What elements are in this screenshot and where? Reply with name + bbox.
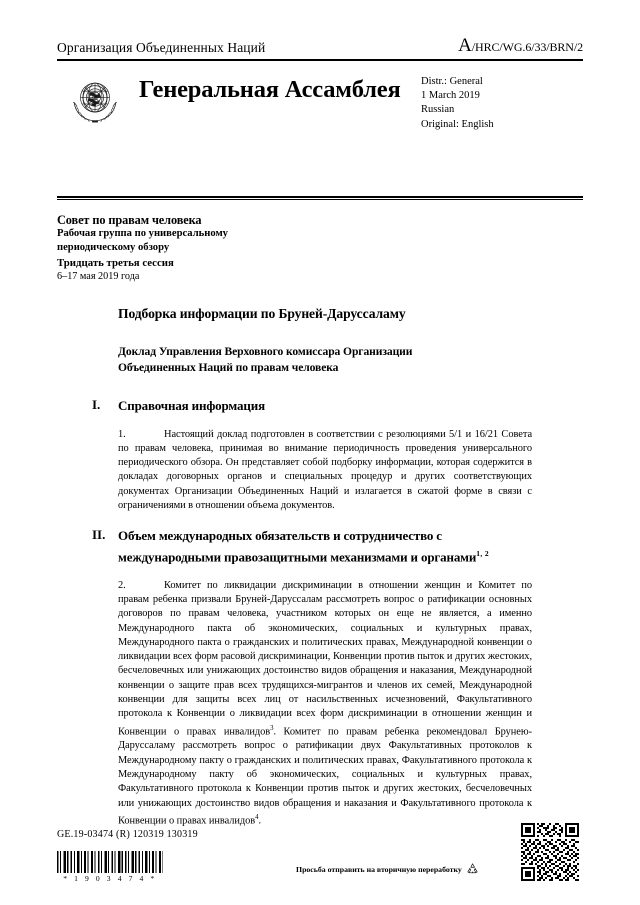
recycle-icon [465, 862, 480, 876]
masthead [57, 36, 583, 144]
section-heading-1 [92, 397, 532, 415]
barcode-label: * 1 9 0 3 4 7 4 * [63, 874, 157, 883]
page-title: Подборка информации по Бруней-Даруссаламу [118, 306, 406, 321]
distribution-block [421, 75, 494, 132]
section-title-2-footnote-ref: 1, 2 [476, 548, 490, 558]
distribution-type: Distr.: General [421, 76, 483, 87]
section-title-1: Справочная информация [118, 398, 265, 413]
document-subtitle-line-1: Доклад Управления Верховного комиссара Организации [118, 345, 413, 358]
masthead-rule [57, 59, 583, 61]
qr-code-icon [521, 823, 579, 881]
recycle-note-text: Просьба отправить на вторичную переработку [296, 864, 462, 874]
masthead-bottom-rules [57, 196, 583, 200]
barcode-icon [57, 851, 163, 883]
document-symbol [458, 36, 583, 56]
document-subtitle [118, 344, 532, 375]
council-name: Совет по правам человека [57, 213, 202, 227]
barcode-bars [57, 851, 163, 873]
section-number-1: I. [92, 397, 101, 412]
session-info [57, 213, 377, 284]
document-language: Russian [421, 104, 455, 116]
paragraph-number-2: 2. [118, 579, 126, 591]
masthead-body-row [57, 70, 583, 144]
document-symbol-prefix: A [458, 35, 472, 56]
document-date: 1 March 2019 [421, 90, 480, 102]
session-number: Тридцать третья сессия [57, 256, 174, 269]
paragraph-text-2-part-3: . [258, 815, 262, 827]
document-subtitle-line-2: Объединенных Наций по правам человека [118, 360, 339, 374]
rule-thin [57, 199, 583, 200]
paragraph-number-1: 1. [118, 428, 126, 440]
document-content [92, 305, 532, 843]
paragraph-text-2-part-2: . Комитет по правам ребенка рекомендовал Брунею-Даруссаламу рассмотреть вопрос о ратификации двух Факультативных протоколов к Международному пакту о гражданских и политических правах, Факультативного протокола к Международному пакту об экономических, социальных и культурных правах, Факультативного протокола к Конвенции против пыток и других жестоких, бесчеловечных или унижающих достоинство видов обращения и наказания и Факультативного протокола к Конвенции о правах инвалидов [118, 726, 532, 827]
paragraph-text-2-part-1: Комитет по ликвидации дискриминации в отношении женщин и Комитет по правам ребенка призвали Бруней-Даруссалам рассмотреть вопрос о ратификации основных договоров по правам человека, участником которых он еще не является, а именно Международного пакта об экономических, социальных и культурных правах, Международного пакта о гражданских и политических правах, Международной конвенции о ликвидации всех форм расовой дискриминации, Конвенции против пыток и других жестоких, бесчеловечных или унижающих достоинство видов обращения и наказания, Международной конвенции о защите прав всех трудящихся-мигрантов и членов их семей, Международной конвенции для защиты всех лиц от насильственных исчезновений, Факультативного протокола к Конвенции о ликвидации всех форм дискриминации в отношении женщин и Конвенции о правах инвалидов [118, 579, 532, 738]
section-heading-2 [92, 527, 532, 565]
paragraph-2 [118, 579, 532, 829]
recycle-note [296, 862, 480, 876]
un-emblem-icon [65, 72, 125, 130]
paragraph-text-1: Настоящий доклад подготовлен в соответствии с резолюциями 5/1 и 16/21 Совета по правам человека, принимая во внимание периодичность проведения универсального периодического обзора. Он представляет собой подборку информации, которая содержится в докладах договорных органов и специальных процедур и других соответствующих документах Организации Объединенных Наций и излагается в сжатой форме в связи с ограничениями в отношении объема документов. [118, 428, 532, 511]
assembly-title: Генеральная Ассамблея [139, 76, 401, 103]
document-original-language: Original: English [421, 118, 494, 130]
rule-thick [57, 196, 583, 198]
paragraph-1 [118, 428, 532, 514]
section-title-2 [118, 527, 532, 565]
section-title-2-text: Объем международных обязательств и сотрудничество с международными правозащитными механизмами и органами [118, 528, 477, 565]
document-symbol-rest: /HRC/WG.6/33/BRN/2 [471, 40, 583, 54]
session-dates: 6–17 мая 2019 года [57, 270, 140, 282]
footnote-ref-3: 3 [270, 724, 274, 732]
working-group-line-2: периодическому обзору [57, 242, 170, 254]
organization-name: Организация Объединенных Наций [57, 40, 266, 55]
job-number: GE.19-03474 (R) 120319 130319 [57, 829, 198, 840]
working-group-line-1: Рабочая группа по универсальному [57, 228, 228, 240]
footnote-ref-4: 4 [255, 813, 259, 821]
masthead-top-row [57, 36, 583, 58]
section-number-2: II. [92, 527, 106, 543]
